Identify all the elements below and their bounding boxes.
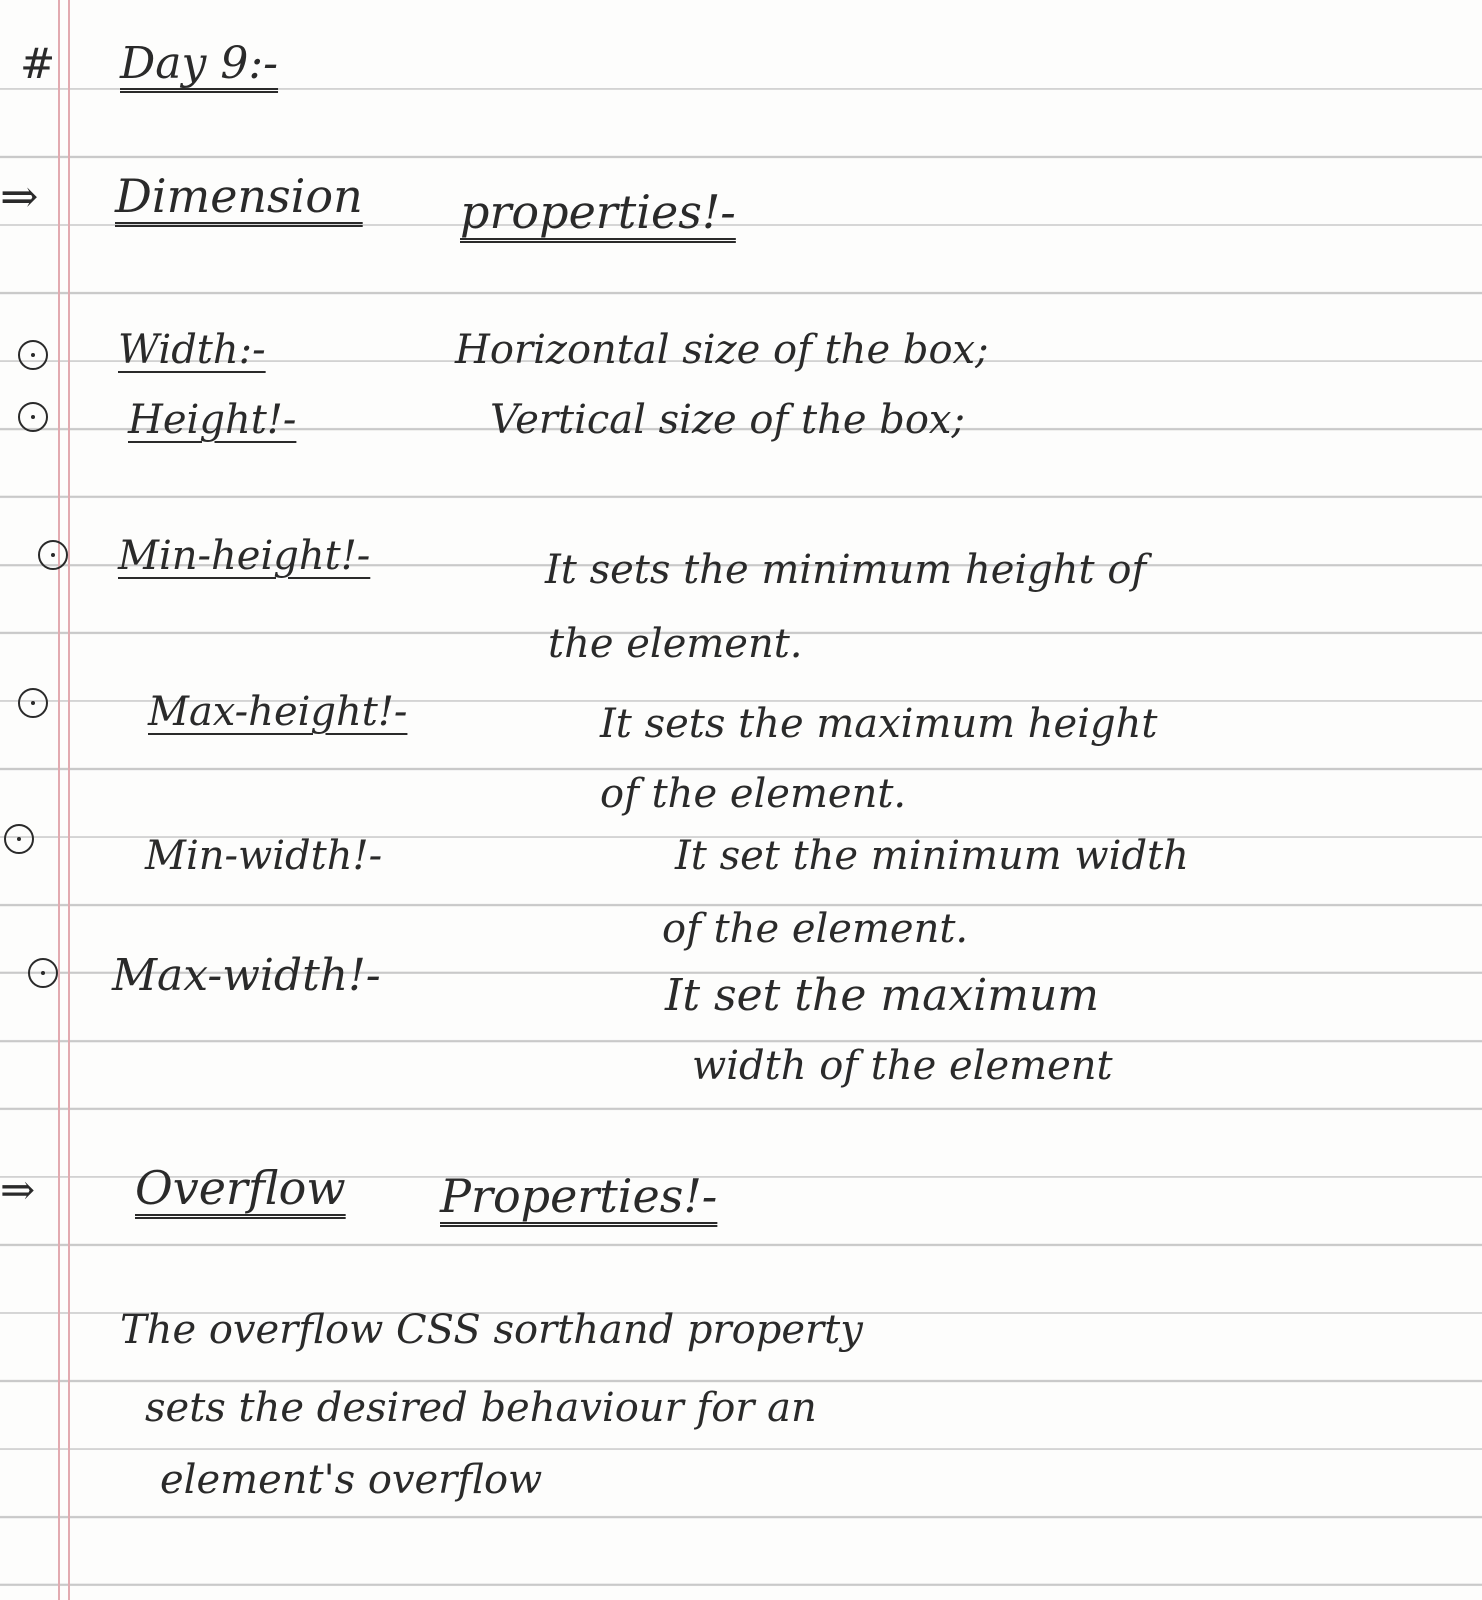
desc-min-width-line1: It set the minimum width: [675, 833, 1189, 879]
desc-height: Vertical size of the box;: [490, 397, 965, 443]
section-arrow: ⇒: [0, 169, 39, 223]
term-width: Width:-: [118, 327, 266, 373]
desc-max-height-line1: It sets the maximum height: [600, 701, 1158, 747]
bullet-icon: [18, 340, 48, 370]
bullet-icon: [28, 958, 58, 988]
bullet-icon: [38, 540, 68, 570]
bullet-icon: [18, 402, 48, 432]
desc-max-height-line2: of the element.: [600, 771, 907, 817]
bullet-icon: [18, 688, 48, 718]
section2-title-word1: Overflow: [135, 1161, 346, 1215]
heading-symbol: #: [20, 39, 56, 88]
section2-title-word2: Properties!-: [440, 1169, 718, 1223]
desc-width: Horizontal size of the box;: [455, 327, 989, 373]
desc-min-height-line1: It sets the minimum height of: [545, 547, 1147, 593]
desc-min-width-line2: of the element.: [662, 906, 969, 952]
section1-title-word2: properties!-: [460, 185, 736, 239]
section-arrow: ⇒: [0, 1165, 36, 1214]
paragraph-line3: element's overflow: [160, 1457, 543, 1503]
section1-title-word1: Dimension: [115, 169, 363, 223]
desc-max-width-line2: width of the element: [692, 1043, 1113, 1089]
margin-line: [58, 0, 60, 1600]
paragraph-line1: The overflow CSS sorthand property: [120, 1307, 863, 1353]
term-min-height: Min-height!-: [118, 533, 371, 579]
margin-line: [68, 0, 70, 1600]
term-max-height: Max-height!-: [148, 689, 408, 735]
term-min-width: Min-width!-: [145, 833, 383, 879]
paragraph-line2: sets the desired behaviour for an: [145, 1385, 817, 1431]
term-height: Height!-: [128, 397, 297, 443]
term-max-width: Max-width!-: [112, 950, 381, 1001]
bullet-icon: [4, 824, 34, 854]
heading-day: Day 9:-: [120, 38, 279, 89]
desc-min-height-line2: the element.: [548, 621, 803, 667]
desc-max-width-line1: It set the maximum: [665, 970, 1100, 1021]
